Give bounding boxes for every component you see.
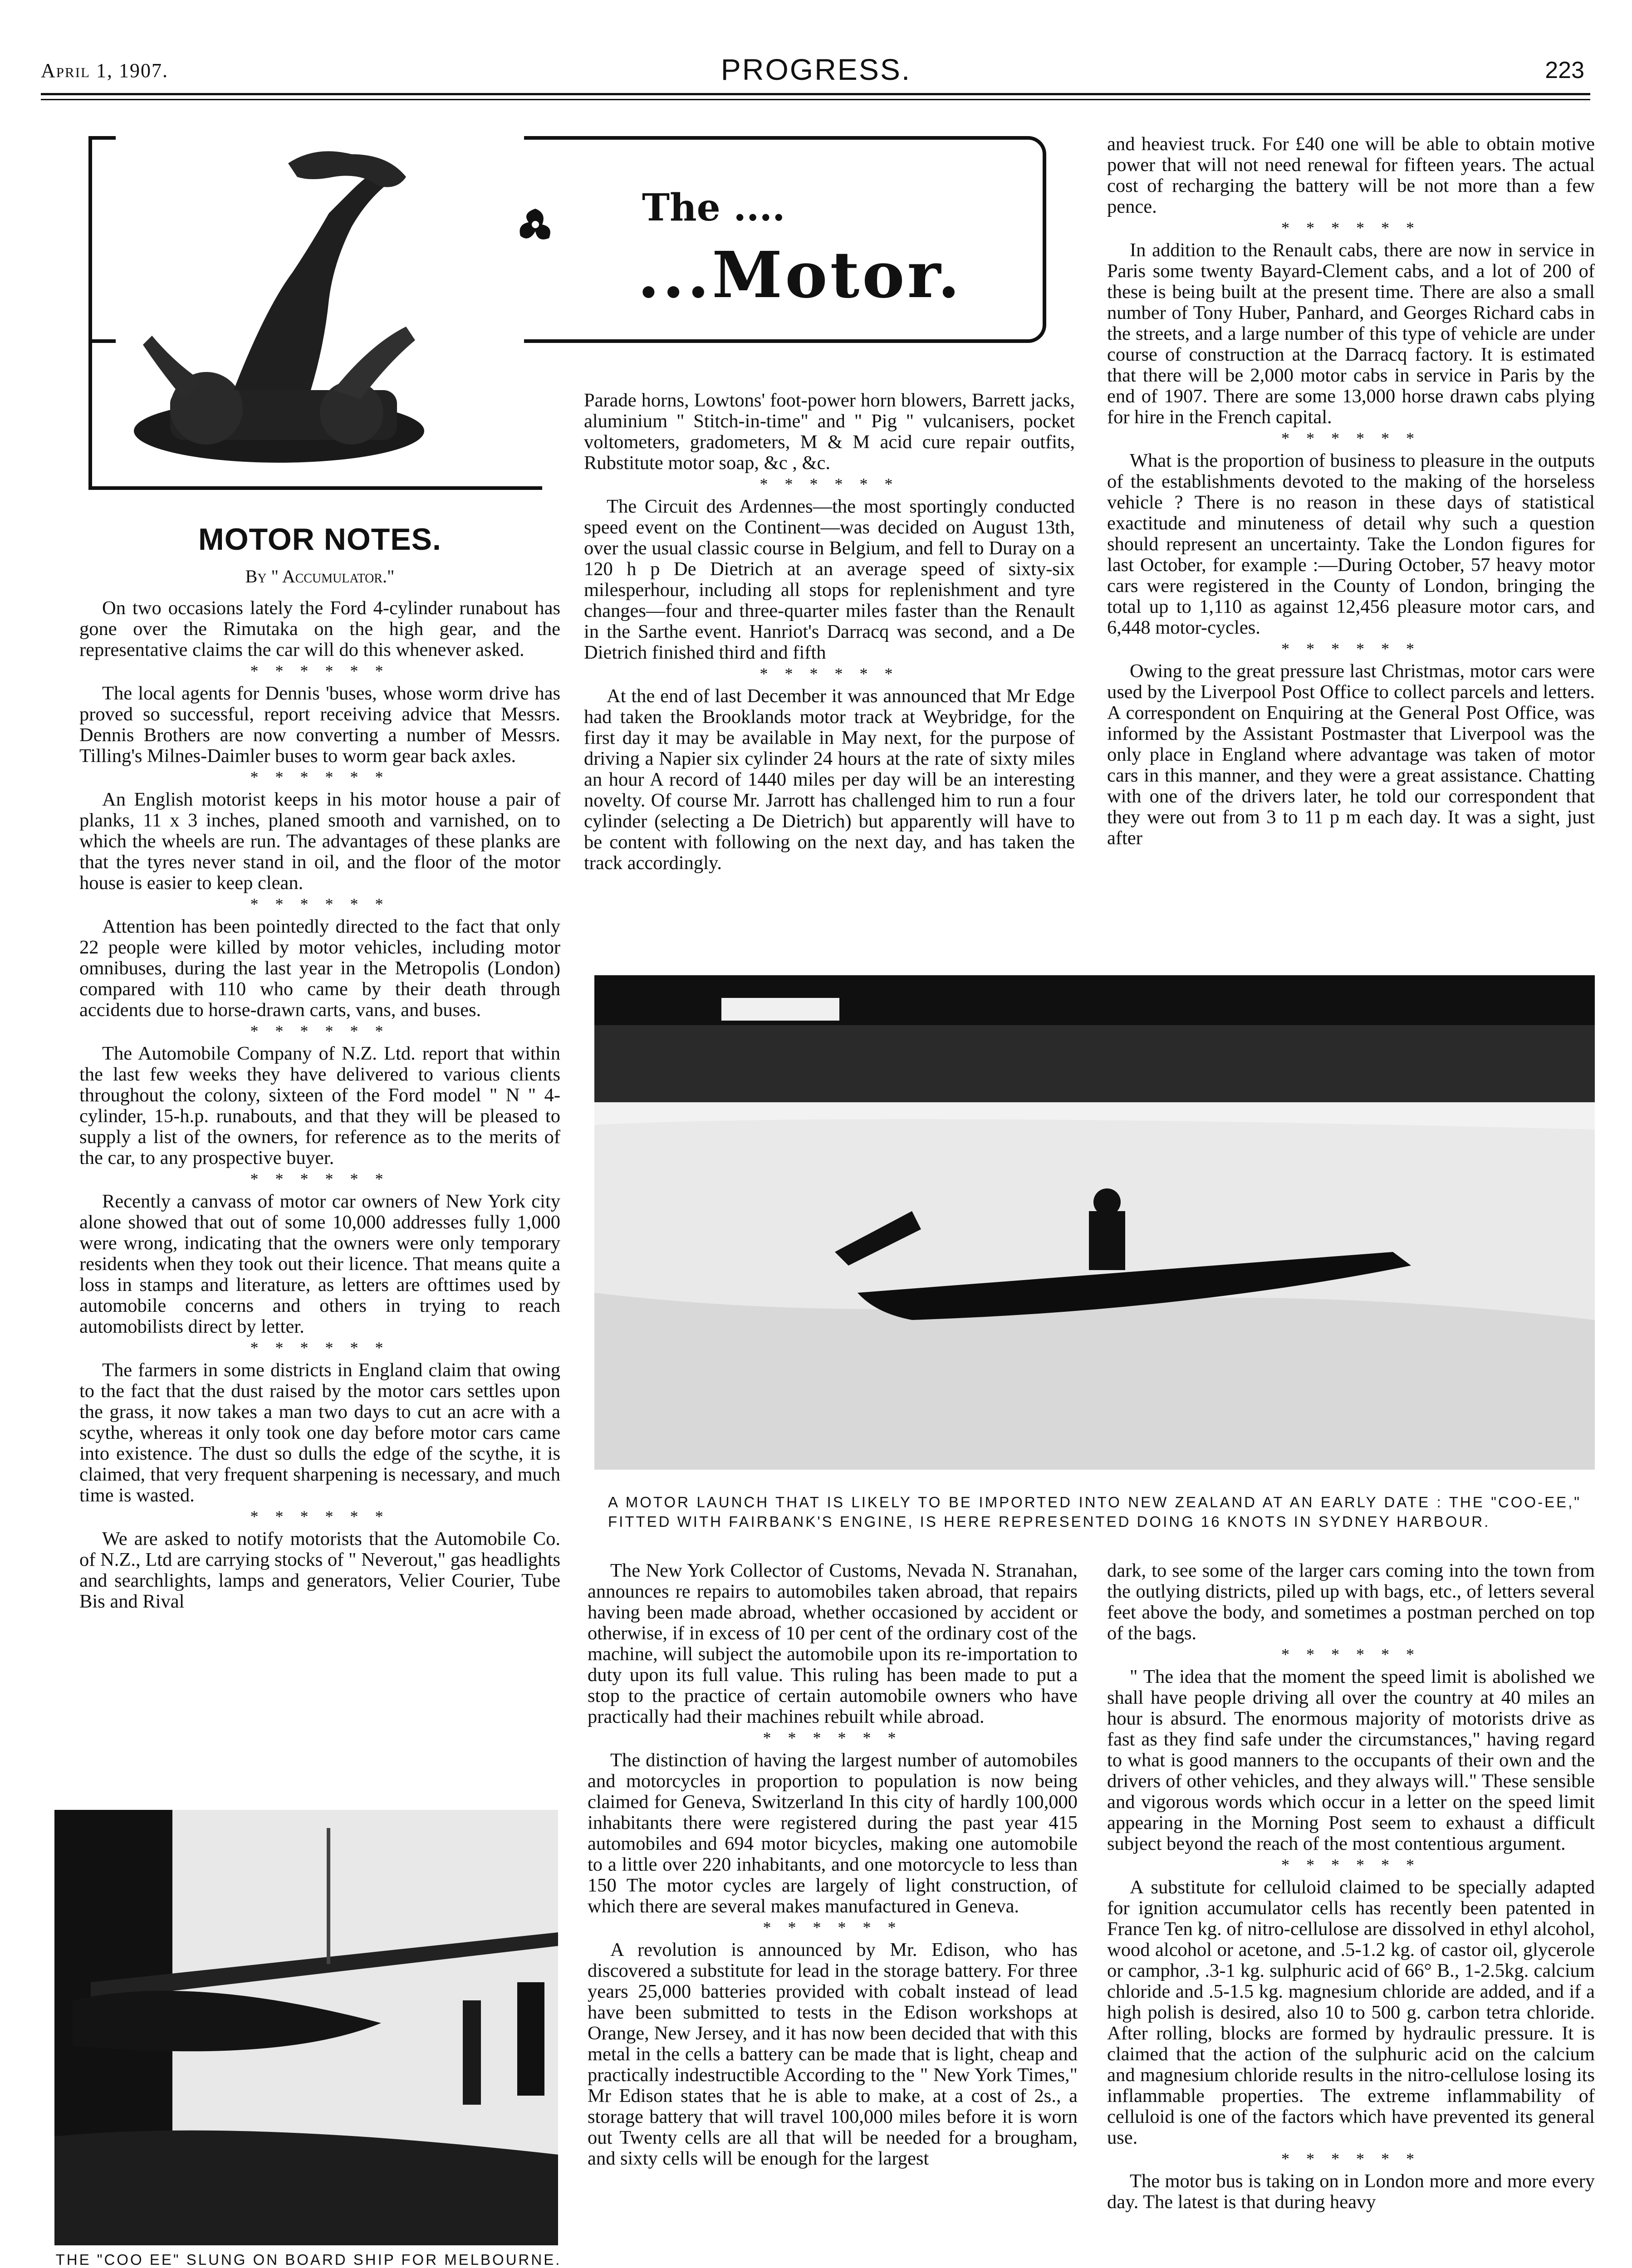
paragraph: The Automobile Company of N.Z. Ltd. report that within the last few weeks they have delivered to various clients throughout the colony, sixteen of the Ford model " N " 4-cylinder, 15-h.p. runabouts, and that they will be pleased to supply a list of the owners, for reference as to the merits of the car, to any prospective buyer.: [79, 1043, 560, 1168]
separator-stars: * * * * * *: [763, 1918, 902, 1936]
separator-stars: * * * * * *: [250, 895, 390, 913]
ship-photo-caption: THE "COO EE" SLUNG ON BOARD SHIP FOR MELBOURNE.: [55, 2251, 562, 2268]
paragraph: At the end of last December it was announced that Mr Edge had taken the Brooklands motor track at Weybridge, for the first day it may be available in May next, for the purpose of driving a Napier six cylinder 24 hours at the rate of sixty miles an hour A record of 1440 miles per day will be an interesting novelty. Of course Mr. Jarrott has challenged him to run a four cylinder (selecting a De Dietrich) but apparently will have to be content with following on the next day, and has taken the track accordingly.: [584, 685, 1075, 874]
motor-launch-caption: A MOTOR LAUNCH THAT IS LIKELY TO BE IMPORTED INTO NEW ZEALAND AT AN EARLY DATE : THE "COO-EE," FITTED WITH FAIRBANK'S ENGINE, IS HERE REPRESENTED DOING 16 KNOTS IN SYDNEY HARBOUR.: [608, 1494, 1581, 1530]
paragraph: dark, to see some of the larger cars coming into the town from the outlying districts, piled up with bags, etc., of letters several feet above the body, and sometimes a postman perched on top of the bags.: [1107, 1560, 1595, 1644]
paragraph: The distinction of having the largest number of automobiles and motorcycles in proportion to population is now being claimed for Geneva, Switzerland In this city of hardly 100,000 inhabitants there were registered during the past year 415 automobiles and 694 motor bicycles, making one automobile to a little over 220 inhabitants, and one motorcycle to less than 150 The motor cycles are largely of light construction, of which there are several makes manufactured in Geneva.: [588, 1750, 1078, 1917]
banner-line-2: ...Motor.: [637, 238, 963, 313]
header-page-number: 223: [1545, 57, 1584, 83]
paragraph: Attention has been pointedly directed to the fact that only 22 people were killed by motor vehicles, including motor omnibuses, during the last year in the Metropolis (London) compared with 110 who came by their death through accidents due to horse-drawn carts, vans, and buses.: [79, 916, 560, 1021]
separator-stars: * * * * * *: [250, 1170, 390, 1188]
column-3-bottom: [1107, 1560, 1595, 2213]
separator-stars: * * * * * *: [1281, 429, 1421, 447]
header-title: PROGRESS.: [720, 53, 912, 86]
paragraph: The motor bus is taking on in London more and more every day. The latest is that during heavy: [1107, 2170, 1595, 2213]
separator-stars: * * * * * *: [1281, 1645, 1421, 1663]
leaf-ornament-icon: [515, 204, 556, 245]
separator-stars: * * * * * *: [1281, 219, 1421, 237]
separator-stars: * * * * * *: [250, 1339, 390, 1357]
separator-stars: * * * * * *: [250, 1022, 390, 1040]
column-1: [79, 522, 560, 1612]
motor-launch-photo: [594, 975, 1595, 1470]
separator-stars: * * * * * *: [250, 768, 390, 786]
paragraph: What is the proportion of business to pleasure in the outputs of the establishments devoted to the making of the horseless vehicle ? There is no reason in these days of statistical exactitude and minuteness of detail why such a question should represent an uncertainty. Take the London figures for last October, for example :—During October, 57 heavy motor cars were registered in the County of London, bringing the total up to 1,110 as against 12,456 pleasure motor cars, and 6,448 motor-cycles.: [1107, 450, 1595, 638]
paragraph: Parade horns, Lowtons' foot-power horn blowers, Barrett jacks, aluminium " Stitch-in-time" and " Pig " vulcanisers, pocket voltometers, gradometers, M & M acid cure repair outfits, Rubstitute motor soap, &c , &c.: [584, 390, 1075, 474]
ship-photo-image: [54, 1810, 558, 2245]
motor-launch-photo-image: [594, 975, 1595, 1470]
paragraph: " The idea that the moment the speed limit is abolished we shall have people driving all over the country at 40 miles an hour is absurd. The enormous majority of motorists drive as fast as they find safe under the circumstances," having regard to what is good manners to the occupants of their own and the drivers of other vehicles, and they always will." These sensible and vigorous words which occur in a letter on the speed limit appearing in the Morning Post seem to exhaust a difficult subject beyond the reach of the most contentious argument.: [1107, 1666, 1595, 1854]
header-rule-top: [41, 93, 1590, 95]
column-2-bottom: [588, 1560, 1078, 2169]
separator-stars: * * * * * *: [1281, 2150, 1421, 2168]
separator-stars: * * * * * *: [760, 475, 899, 493]
paragraph: Recently a canvass of motor car owners of New York city alone showed that out of some 10,000 addresses fully 1,000 were wrong, indicating that the owners were only temporary residents when they took out their licence. That means quite a loss in stamps and literature, as letters are ofttimes used by automobile concerns and others in trying to reach automobilists direct by letter.: [79, 1191, 560, 1337]
paragraph: The Circuit des Ardennes—the most sportingly conducted speed event on the Continent—was decided on August 13th, over the usual classic course in Belgium, and fell to Duray on a 120 h p De Dietrich at an average speed of sixty-six milesperhour, including all stops for replenishment and tyre changes—four and three-quarter miles faster than the Renault in the Sarthe event. Hanriot's Darracq was second, and a De Dietrich finished third and fifth: [584, 496, 1075, 663]
paragraph: and heaviest truck. For £40 one will be able to obtain motive power that will not need renewal for fifteen years. The actual cost of recharging the battery will be not more than a few pence.: [1107, 133, 1595, 217]
separator-stars: * * * * * *: [250, 1507, 390, 1525]
section-title: MOTOR NOTES.: [198, 522, 441, 557]
paragraph: In addition to the Renault cabs, there are now in service in Paris some twenty Bayard-Clement cabs, and a lot of 200 of these is being built at the present time. There are also a small number of Tony Huber, Panhard, and Georges Richard cabs in the streets, and a large number of this type of vehicle are under course of construction at the Darracq factory. It is estimated that there will be 2,000 motor cabs in service in Paris by the end of 1907. There are some 13,000 horse drawn cabs plying for hire in the French capital.: [1107, 240, 1595, 428]
paragraph: The local agents for Dennis 'buses, whose worm drive has proved so successful, report receiving advice that Messrs. Dennis Brothers are now converting a number of Messrs. Tilling's Milnes-Daimler buses to worm gear back axles.: [79, 683, 560, 767]
separator-stars: * * * * * *: [763, 1729, 902, 1747]
header-rule-bottom: [41, 99, 1590, 100]
paragraph: Owing to the great pressure last Christmas, motor cars were used by the Liverpool Post Office to collect parcels and letters. A correspondent on Enquiring at the General Post Office, was informed by the Assistant Postmaster that Liverpool was the only place in England where advantage was taken of motor cars in this manner, and they were a great assistance. Chatting with one of the drivers later, he told our correspondent that they were out from 3 to 11 p m each day. It was a sight, just after: [1107, 660, 1595, 849]
paragraph: A revolution is announced by Mr. Edison, who has discovered a substitute for lead in the storage battery. For three years 25,000 batteries provided with cobalt instead of lead have been submitted to tests in the Edison workshops at Orange, New Jersey, and it has now been decided that with this metal in the cells a battery can be made that is light, cheap and practically indestructible According to the " New York Times," Mr Edison states that he is able to make, at a cost of 2s., a storage battery that will travel 100,000 miles before it is worn out Twenty cells are all that will be needed for a brougham, and sixty cells will be enough for the largest: [588, 1939, 1078, 2169]
separator-stars: * * * * * *: [1281, 1856, 1421, 1874]
paragraph: The farmers in some districts in England claim that owing to the fact that the dust raised by the motor cars settles upon the grass, it now takes a man two days to cut an acre with a scythe, whereas it only took one day before motor cars came into existence. The dust so dulls the edge of the scythe, it is claimed, that very frequent sharpening is necessary, and much time is wasted.: [79, 1359, 560, 1506]
separator-stars: * * * * * *: [760, 665, 899, 683]
paragraph: On two occasions lately the Ford 4-cylinder runabout has gone over the Rimutaka on the high gear, and the representative claims the car will do this whenever asked.: [79, 597, 560, 660]
separator-stars: * * * * * *: [1281, 640, 1421, 658]
byline: By " Accumulator.": [245, 566, 395, 587]
column-3-top: [1107, 134, 1595, 849]
column-2-top: [584, 390, 1075, 874]
banner-line-1: The ....: [642, 186, 785, 230]
separator-stars: * * * * * *: [250, 662, 390, 680]
header-date: April 1, 1907.: [41, 59, 168, 82]
paragraph: We are asked to notify motorists that the Automobile Co. of N.Z., Ltd are carrying stocks of " Neverout," gas headlights and searchlights, lamps and generators, Velier Courier, Tube Bis and Rival: [79, 1528, 560, 1612]
statue-illustration: [116, 136, 524, 485]
ship-photo: [54, 1810, 558, 2245]
paragraph: An English motorist keeps in his motor house a pair of planks, 11 x 3 inches, planed smooth and varnished, on to which the wheels are run. The advantages of these planks are that the tyres never stand in oil, and the floor of the motor house is easier to keep clean.: [79, 789, 560, 894]
paragraph: The New York Collector of Customs, Nevada N. Stranahan, announces re repairs to automobiles taken abroad, that repairs having been made abroad, whether occasioned by accident or otherwise, if in excess of 10 per cent of the ordinary cost of the machine, will subject the automobile upon its re-importation to duty upon its full value. This ruling has been made to put a stop to the practice of certain automobile owners who have practically had their machines rebuilt while abroad.: [588, 1560, 1078, 1727]
paragraph: A substitute for celluloid claimed to be specially adapted for ignition accumulator cells has recently been patented in France Ten kg. of nitro-cellulose are dissolved in ethyl alcohol, wood alcohol or acetone, and .5-1.2 kg. of castor oil, glycerole or camphor, .3-1 kg. sulphuric acid of 66° B., 1-2.5kg. calcium chloride and .5-1.5 kg. magnesium chloride are added, and if a high polish is desired, also 10 to 500 g. carbon tetra chloride. After rolling, blocks are formed by hydraulic pressure. It is claimed that the action of the sulphuric acid on the calcium and magnesium chloride results in the nitro-cellulose losing its inflammable properties. The extreme inflammability of celluloid is one of the factors which have prevented its general use.: [1107, 1877, 1595, 2148]
